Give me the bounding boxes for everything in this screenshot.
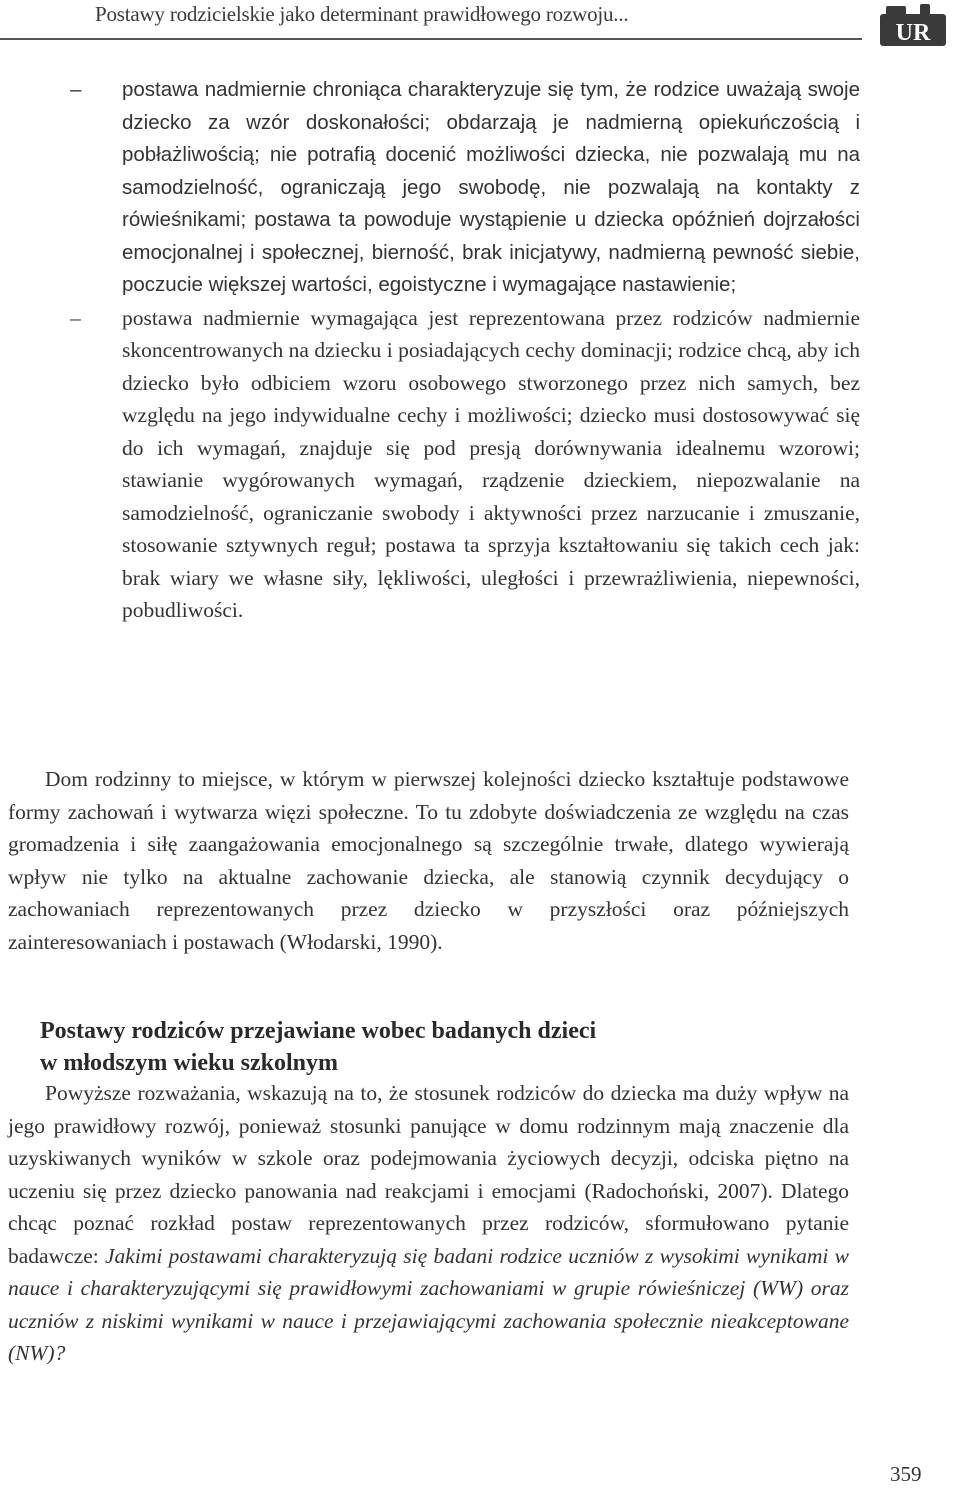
body-paragraph — [8, 1077, 849, 1370]
list-dash: – — [70, 78, 82, 101]
list-item — [70, 74, 860, 302]
research-question: Jakimi postawami charakteryzują się badani rodzice uczniów z wysokimi wynikami w nauce i charakteryzującymi się prawidłowymi zachowaniami w grupie rówieśniczej (WW) oraz uczniów z niskimi wynikami w nauce i przejawiającymi zachowania społecznie nieakceptowane (NW)? — [8, 1243, 849, 1365]
paragraph-text: Powyższe rozważania, wskazują na to, że stosunek rodziców do dziecka ma duży wpływ na jego prawidłowy rozwój, ponieważ stosunki panujące w domu rodzinnym mają znaczenie dla uzyskiwanych wyników w szkole oraz podejmowania życiowych decyzji, odciska piętno na uczeniu się przez dziecko panowania nad reakcjami i emocjami (Radochoński, 2007). Dlatego chcąc poznać rozkład postaw reprezentowanych przez rodziców, sformułowano pytanie badawcze: — [8, 1081, 849, 1268]
attitude-list — [70, 74, 860, 627]
list-item-text: postawa nadmiernie chroniąca charakteryzuje się tym, że rodzice uważają swoje dziecko za wzór doskonałości; obdarzają je nadmierną opiekuńczością i pobłażliwością; nie potrafią docenić możliwości dziecka, nie pozwalają mu na samodzielność, ograniczają jego swobodę, nie pozwalają na kontakty z rówieśnikami; postawa ta powoduje wystąpienie u dziecka opóźnień dojrzałości emocjonalnej i społecznej, bierność, brak inicjatywy, nadmierną pewność siebie, poczucie większej wartości, egoistyczne i wymagające nastawienie; — [122, 78, 860, 296]
section-heading-line: Postawy rodziców przejawiane wobec badanych dzieci — [40, 1018, 597, 1044]
list-item — [70, 302, 860, 627]
logo-text: UR — [895, 20, 931, 46]
header-rule — [0, 38, 862, 40]
body-paragraph — [8, 763, 849, 958]
paragraph-text: Dom rodzinny to miejsce, w którym w pierwszej kolejności dziecko kształtuje podstawowe formy zachowań i wytwarza więzi społeczne. To tu zdobyte doświadczenia ze względu na czas gromadzenia i siłę zaangażowania emocjonalnego są szczególnie trwałe, dlatego wywierają wpływ nie tylko na aktualne zachowanie dziecka, ale stanowią czynnik decydujący o zachowaniach reprezentowanych przez dziecko w przyszłości oraz późniejszych zainteresowaniach i postawach (Włodarski, 1990). — [8, 767, 849, 954]
list-dash: – — [70, 305, 81, 330]
section-heading-line: w młodszym wieku szkolnym — [40, 1050, 339, 1076]
publisher-logo — [876, 2, 950, 48]
running-header: Postawy rodzicielskie jako determinant prawidłowego rozwoju... — [95, 2, 629, 26]
section-heading — [40, 1015, 820, 1079]
list-item-text: postawa nadmiernie wymagająca jest reprezentowana przez rodziców nadmiernie skoncentrowanych na dziecku i posiadających cechy dominacji; rodzice chcą, aby ich dziecko było odbiciem wzoru osobowego stworzonego przez nich samych, bez względu na jego indywidualne cechy i możliwości; dziecko musi dostosowywać się do ich wymagań, znajduje się pod presją dorównywania idealnemu wzorowi; stawianie wygórowanych wymagań, rządzenie dzieckiem, niepozwalanie na samodzielność, ograniczanie swobody i aktywności przez narzucanie i zmuszanie, stosowanie sztywnych reguł; postawa ta sprzyja kształtowaniu się takich cech jak: brak wiary we własne siły, lękliwości, uległości i przewrażliwienia, niepewności, pobudliwości. — [122, 305, 860, 622]
page-number: 359 — [890, 1462, 922, 1486]
